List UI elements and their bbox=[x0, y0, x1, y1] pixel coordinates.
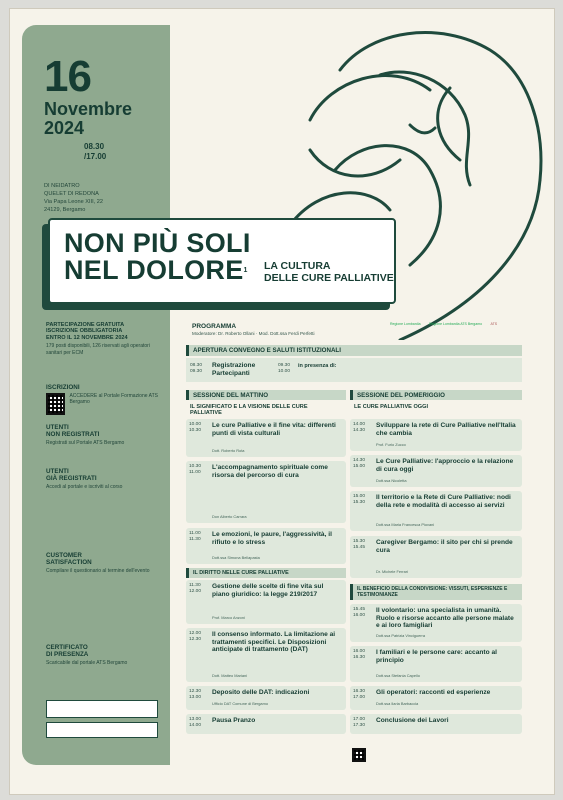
utenti-non-head bbox=[46, 424, 164, 438]
item-speaker: Prof. Marco Anzoni bbox=[212, 615, 245, 621]
item-title: Deposito delle DAT: indicazioni bbox=[212, 689, 310, 696]
customer-head bbox=[46, 552, 164, 566]
logo-regione: Regione Lombardia bbox=[390, 322, 421, 326]
time-start: 16.00 bbox=[353, 649, 366, 654]
utenti-gia-text: Accedi al portale e iscriviti al corso bbox=[46, 484, 123, 490]
program-item bbox=[350, 536, 522, 578]
customer-text: Compilare il questionario al termine dell'evento bbox=[46, 568, 150, 574]
program-item bbox=[186, 714, 346, 734]
item-time bbox=[189, 689, 201, 700]
program-item bbox=[186, 580, 346, 624]
item-title: Le Cure Palliative: l'approccio e la relazione di cura oggi bbox=[376, 458, 514, 473]
customer-head-2: SATISFACTION bbox=[46, 559, 92, 566]
item-time bbox=[189, 717, 201, 728]
time-end: 10.30 bbox=[189, 427, 202, 433]
item-time bbox=[353, 539, 365, 550]
item-time bbox=[353, 458, 365, 469]
program-item bbox=[350, 686, 522, 710]
time-end: 15.00 bbox=[353, 463, 366, 469]
item-speaker: Dott. Matteo Mariani bbox=[212, 673, 248, 679]
item-title: Il consenso informato. La limitazione ai trattamenti specifici. Le Disposizioni anticipate di trattamento (DAT) bbox=[212, 631, 336, 654]
certificato-text: Scaricabile dal portale ATS Bergamo bbox=[46, 660, 128, 666]
time-end: 17.00 bbox=[353, 694, 366, 700]
time-start: 08.30 bbox=[84, 142, 105, 151]
main-title bbox=[64, 230, 251, 284]
afternoon-band: SESSIONE DEL POMERIGGIO bbox=[350, 390, 522, 400]
title-line-1: NON PIÙ SOLI bbox=[64, 228, 251, 258]
item-speaker: Dott.ssa Simona Bellapasta bbox=[212, 555, 260, 561]
time-start: 11.00 bbox=[189, 531, 201, 536]
venue-line: Via Papa Leone XIII, 22 bbox=[44, 199, 103, 205]
opening-time-2: 09.30 10.00 bbox=[278, 363, 291, 374]
program-item bbox=[350, 646, 522, 682]
event-day: 16 bbox=[44, 52, 91, 101]
item-speaker: Dott.ssa Nicoletta bbox=[376, 478, 407, 484]
item-title: Caregiver Bergamo: il sito per chi si prende cura bbox=[376, 539, 513, 554]
time-start: 14.30 bbox=[353, 458, 366, 463]
utenti-non-head-2: NON REGISTRATI bbox=[46, 431, 100, 438]
certificato-head-1: CERTIFICATO bbox=[46, 644, 88, 651]
certificato bbox=[46, 644, 164, 666]
time-start: 15.30 bbox=[353, 539, 366, 544]
customer-head-1: CUSTOMER bbox=[46, 552, 82, 559]
venue-line: DI NEIDATRO bbox=[44, 183, 80, 189]
time-end: 11.00 bbox=[189, 469, 201, 475]
program-item bbox=[350, 714, 522, 734]
time-start: 10.30 bbox=[189, 464, 202, 469]
info-box-2 bbox=[46, 722, 158, 738]
item-time bbox=[353, 649, 365, 660]
item-title: L'accompagnamento spirituale come risorsa del percorso di cura bbox=[212, 464, 328, 479]
time-start: 12.00 bbox=[189, 631, 202, 636]
program-item bbox=[350, 419, 522, 451]
event-year: 2024 bbox=[44, 118, 85, 138]
item-time bbox=[353, 607, 365, 618]
item-title: Pausa Pranzo bbox=[212, 717, 256, 724]
utenti-gia-head bbox=[46, 468, 164, 482]
item-title: Il volontario: una specialista in umanità. Ruolo e risorse accanto alle persone malate e ai loro famigliari bbox=[376, 607, 514, 630]
participation-line: PARTECIPAZIONE GRATUITA bbox=[46, 322, 125, 328]
afternoon-sub-2: IL BENEFICIO DELLA CONDIVISIONE: VISSUTI, ESPERIENZE E TESTIMONIANZE bbox=[350, 584, 522, 600]
participation-line: ISCRIZIONE OBBLIGATORIA bbox=[46, 328, 123, 335]
item-title: Sviluppare la rete di Cure Palliative nell'Italia che cambia bbox=[376, 422, 516, 437]
item-time bbox=[353, 494, 365, 505]
participation-note: 179 posti disponibili, 126 riservati agli operatori sanitari per ECM bbox=[46, 343, 150, 356]
program-item bbox=[186, 419, 346, 457]
program-item bbox=[186, 528, 346, 564]
program-item bbox=[186, 686, 346, 710]
opening-band: APERTURA CONVEGNO E SALUTI ISTITUZIONALI bbox=[186, 345, 522, 356]
participation-info bbox=[46, 322, 164, 356]
item-speaker: Dott.ssa Ilaria Barbaccia bbox=[376, 701, 419, 707]
item-speaker: Dott.ssa Stefania Capello bbox=[376, 673, 420, 679]
program-item bbox=[350, 455, 522, 487]
logo-building: ATS bbox=[490, 322, 498, 326]
subtitle-line-1: LA CULTURA bbox=[264, 260, 331, 272]
utenti-non-registrati bbox=[46, 424, 164, 446]
item-title: I familiari e le persone care: accanto al principio bbox=[376, 649, 497, 664]
time-end: 15.30 bbox=[353, 499, 366, 505]
item-time bbox=[189, 583, 201, 594]
item-time bbox=[189, 631, 201, 642]
subtitle-line-2: DELLE CURE PALLIATIVE bbox=[264, 272, 394, 284]
event-time bbox=[84, 142, 124, 162]
item-title: Le emozioni, le paure, l'aggressività, il rifiuto e lo stress bbox=[212, 531, 332, 546]
certificato-head bbox=[46, 644, 164, 658]
time-end: 11.30 bbox=[189, 536, 201, 542]
time-end: 12.30 bbox=[189, 636, 202, 642]
program-moderators: Moderatore: Dr. Roberto Ollani · Mod. Dott.ssa Ferdi Perfetti bbox=[192, 331, 315, 336]
venue-line: 24129, Bergamo bbox=[44, 207, 86, 213]
time-end: 13.00 bbox=[189, 694, 202, 700]
program-label: PROGRAMMA bbox=[192, 323, 237, 330]
utenti-gia-head-1: UTENTI bbox=[46, 468, 69, 475]
item-time bbox=[353, 689, 365, 700]
opening-row bbox=[186, 358, 522, 382]
time-start: 17.00 bbox=[353, 717, 366, 722]
afternoon-sub-1: LE CURE PALLIATIVE OGGI bbox=[354, 404, 429, 410]
time-end: 12.00 bbox=[189, 588, 202, 594]
item-speaker: Dott.ssa Maria Francesca Piovani bbox=[376, 522, 435, 528]
time-end: 15.45 bbox=[353, 544, 366, 550]
time-start: 13.00 bbox=[189, 717, 202, 722]
time-end: /17.00 bbox=[84, 152, 107, 161]
time-start: 10.00 bbox=[189, 422, 202, 427]
title-box bbox=[48, 218, 396, 304]
item-time bbox=[189, 531, 201, 542]
sponsor-logos bbox=[390, 322, 510, 338]
event-month-year bbox=[44, 100, 132, 138]
opening-label: Registrazione Partecipanti bbox=[212, 362, 256, 377]
iscrizione-text: ACCEDERE al Portale Formazione ATS Bergamo bbox=[69, 393, 158, 406]
morning-band: SESSIONE DEL MATTINO bbox=[186, 390, 346, 400]
program-item bbox=[186, 628, 346, 682]
time-end: 16.30 bbox=[353, 654, 366, 660]
opening-presence: in presenza di: bbox=[298, 363, 337, 369]
participation-line: ENTRO IL 12 NOVEMBRE 2024 bbox=[46, 334, 128, 341]
item-speaker: Dott. Roberto Rota bbox=[212, 448, 245, 454]
program-item bbox=[186, 461, 346, 523]
item-title: Gestione delle scelte di fine vita sul piano giuridico: la legge 219/2017 bbox=[212, 583, 324, 598]
time-end: 14.00 bbox=[189, 722, 202, 728]
title-superscript: 1 bbox=[243, 267, 248, 274]
utenti-gia-head-2: GIÀ REGISTRATI bbox=[46, 475, 97, 482]
utenti-gia-registrati bbox=[46, 468, 164, 490]
morning-sub-2: IL DIRITTO NELLE CURE PALLIATIVE bbox=[186, 568, 346, 578]
time-start: 15.00 bbox=[353, 494, 366, 499]
item-time bbox=[189, 464, 201, 475]
item-speaker: Dr. Michele Ferrari bbox=[376, 569, 408, 575]
program-item bbox=[350, 604, 522, 642]
time-end: 16.00 bbox=[353, 612, 366, 618]
event-month: Novembre bbox=[44, 99, 133, 119]
participation-head bbox=[46, 322, 164, 341]
time-start: 12.30 bbox=[189, 689, 202, 694]
morning-sub-1: IL SIGNIFICATO E LA VISIONE DELLE CURE PALLIATIVE bbox=[190, 404, 308, 417]
item-title: Il territorio e la Rete di Cure Palliative: nodi della rete e modalità di accesso ai servizi bbox=[376, 494, 511, 509]
item-speaker: Prof. Furio Zucco bbox=[376, 442, 406, 448]
utenti-non-text: Registrati sul Portale ATS Bergamo bbox=[46, 440, 125, 446]
iscrizione-block bbox=[46, 384, 164, 415]
time-start: 16.30 bbox=[353, 689, 366, 694]
title-line-2: NEL DOLORE bbox=[64, 255, 244, 285]
item-speaker: Don Alberto Carrara bbox=[212, 514, 247, 520]
item-title: Conclusione dei Lavori bbox=[376, 717, 449, 724]
item-title: Gli operatori: racconti ed esperienze bbox=[376, 689, 491, 696]
iscrizione-head: ISCRIZIONI bbox=[46, 384, 80, 391]
qr-code-icon[interactable] bbox=[46, 393, 65, 415]
program-item bbox=[350, 491, 522, 531]
time-start: 11.30 bbox=[189, 583, 201, 588]
item-speaker: Dott.ssa Patrizia Vinciguerra bbox=[376, 633, 426, 639]
item-time bbox=[353, 422, 365, 433]
item-speaker: Ufficio DAT Comune di Bergamo bbox=[212, 701, 269, 707]
info-box-1 bbox=[46, 700, 158, 718]
utenti-non-head-1: UTENTI bbox=[46, 424, 69, 431]
certificato-head-2: DI PRESENZA bbox=[46, 651, 89, 658]
time-end: 14.30 bbox=[353, 427, 366, 433]
opening-time-1: 08.30 09.30 bbox=[190, 363, 203, 374]
item-time bbox=[189, 422, 201, 433]
time-end: 17.30 bbox=[353, 722, 366, 728]
customer-satisfaction bbox=[46, 552, 164, 574]
time-start: 14.00 bbox=[353, 422, 366, 427]
logo-ats: Regione Lombardia ATS Bergamo bbox=[429, 322, 483, 326]
venue bbox=[44, 182, 159, 214]
qr-code-bottom-icon[interactable] bbox=[352, 748, 366, 762]
item-time bbox=[353, 717, 365, 728]
time-start: 15.45 bbox=[353, 607, 366, 612]
venue-line: QUELET DI REDONA bbox=[44, 191, 99, 197]
subtitle bbox=[264, 260, 394, 284]
item-title: Le cure Palliative e il fine vita: differenti punti di vista culturali bbox=[212, 422, 336, 437]
